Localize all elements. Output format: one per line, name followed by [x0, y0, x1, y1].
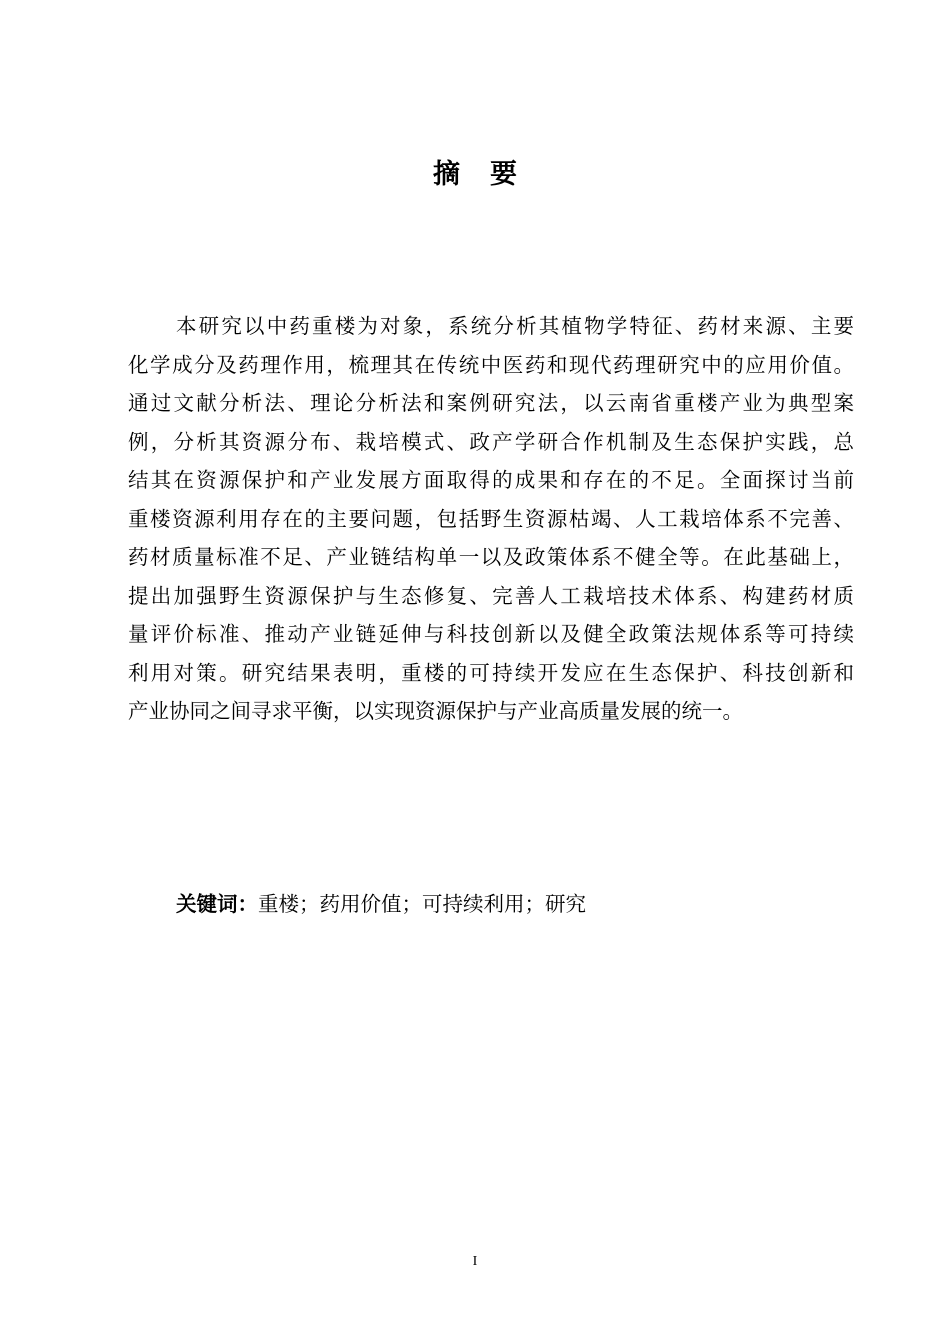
abstract-line: 本研究以中药重楼为对象，系统分析其植物学特征、药材来源、主要 [176, 314, 854, 338]
abstract-line: 药材质量标准不足、产业链结构单一以及政策体系不健全等。在此基础上， [128, 545, 854, 569]
abstract-line: 重楼资源利用存在的主要问题，包括野生资源枯竭、人工栽培体系不完善、 [128, 506, 854, 531]
abstract-line: 结其在资源保护和产业发展方面取得的成果和存在的不足。全面探讨当前 [128, 468, 854, 492]
abstract-line: 产业协同之间寻求平衡，以实现资源保护与产业高质量发展的统一。 [128, 699, 743, 723]
title-char-2: 要 [490, 159, 517, 190]
keywords [176, 886, 586, 922]
abstract-line: 通过文献分析法、理论分析法和案例研究法，以云南省重楼产业为典型案 [128, 391, 854, 415]
title-char-1: 摘 [433, 159, 460, 190]
page-number: I [472, 1254, 478, 1269]
abstract-line: 量评价标准、推动产业链延伸与科技创新以及健全政策法规体系等可持续 [128, 622, 854, 646]
abstract-body [128, 308, 854, 732]
abstract-line: 利用对策。研究结果表明，重楼的可持续开发应在生态保护、科技创新和 [128, 660, 854, 685]
page-title [0, 152, 950, 191]
keywords-label: 关键词： [176, 892, 258, 916]
abstract-line: 提出加强野生资源保护与生态修复、完善人工栽培技术体系、构建药材质 [128, 583, 854, 608]
abstract-line: 例，分析其资源分布、栽培模式、政产学研合作机制及生态保护实践，总 [128, 429, 854, 454]
abstract-line: 化学成分及药理作用，梳理其在传统中医药和现代药理研究中的应用价值。 [128, 352, 854, 377]
keywords-text: 重楼；药用价值；可持续利用；研究 [258, 892, 586, 916]
